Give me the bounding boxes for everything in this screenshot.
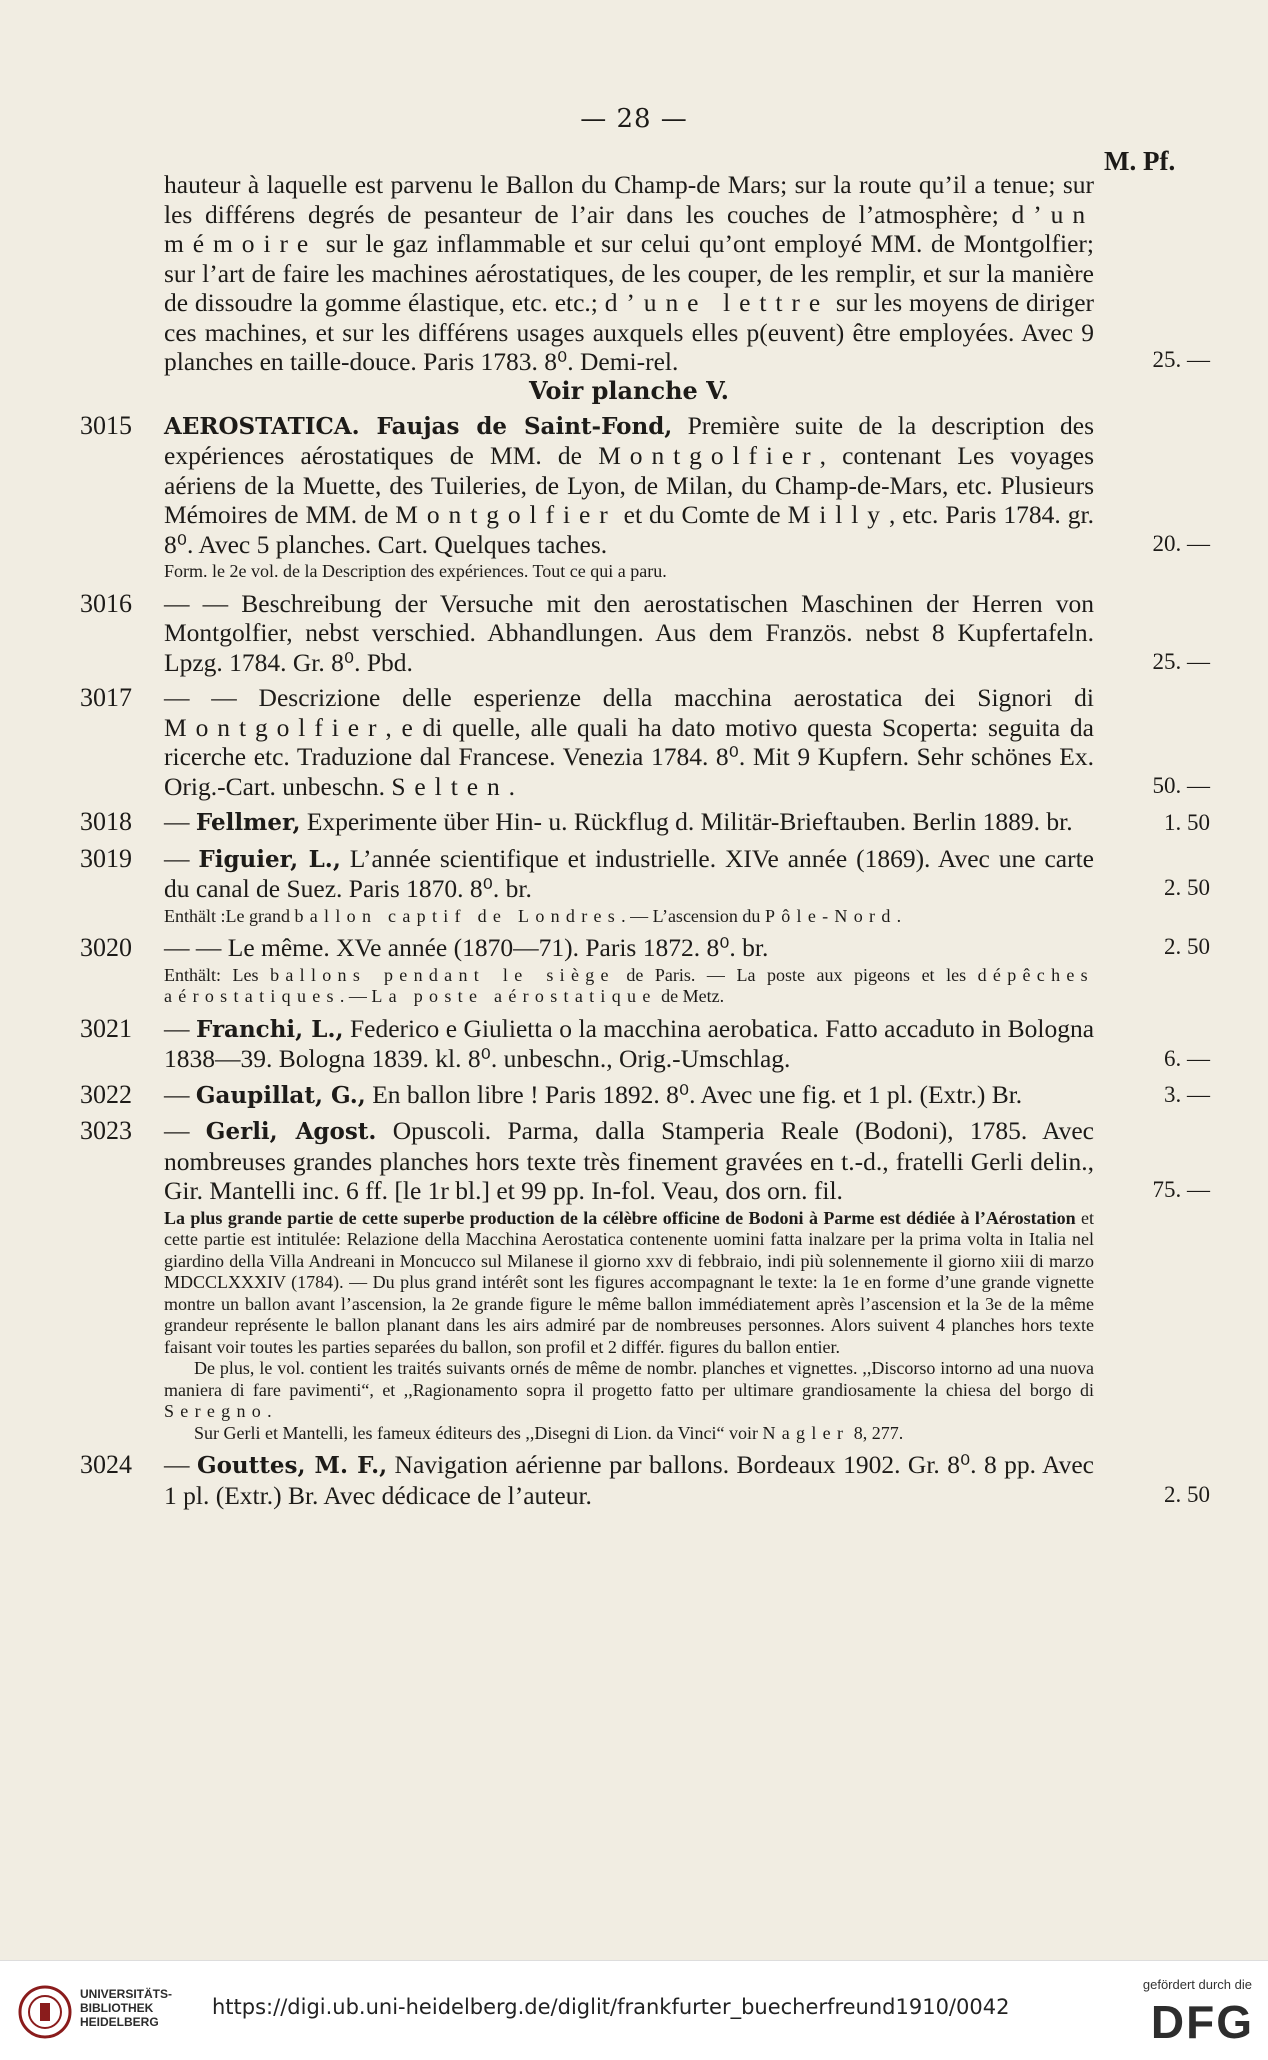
university-seal-icon [18,1985,72,2039]
entry-price: 6. — [1164,1045,1210,1071]
entry-number: 3017 [80,683,132,712]
entry-description: hauteur à laquelle est parvenu le Ballon du Champ-de Mars; sur la route qu’il a tenue; sur les différens degrés de pesanteur de l’air dans les couches de l’atmosphère; d’un mémoire sur le gaz inflammable et sur celui qu’ont employé MM. de Montgolfier; sur l’art de faire les machines aérostatiques, de les couper, de les remplir, et sur la manière de dissoudre la gomme élastique, etc. etc.; d’une lettre sur les moyens de diriger ces machines, et sur les différens usages auxquels elles p(euvent) être employées. Avec 9 planches en taille-douce. Paris 1783. 8⁰. Demi-rel. [164,170,1095,376]
catalog-entry [80,1116,1230,1444]
entry-note [164,561,1094,583]
entry-description: — Franchi, L., Federico e Giulietta o la macchina aerobatica. Fatto accaduto in Bologna 1838—39. Bologna 1839. kl. 8⁰. unbeschn., Orig.-Umschlag. [164,1013,1095,1073]
catalog-entry [80,170,1230,405]
catalog-entry [80,807,1230,838]
entry-description: — Fellmer, Experimente über Hin- u. Rückflug d. Militär-Brieftauben. Berlin 1889. br. [164,807,1073,836]
entry-price: 3. — [1164,1082,1210,1107]
entry-description: — Gouttes, M. F., Navigation aérienne par ballons. Bordeaux 1902. Gr. 8⁰. 8 pp. Avec 1 pl. (Extr.) Br. Avec dédicace de l’auteur. [164,1450,1094,1510]
entry-note [164,965,1094,1008]
entry-price: 25. — [1152,346,1210,372]
entry-price: 2. 50 [1164,1482,1210,1507]
entry-number: 3015 [80,410,132,440]
entry-note [164,906,1094,928]
catalog-entry [80,589,1230,678]
entry-description: — — Le même. XVe année (1870—71). Paris 1872. 8⁰. br. [164,933,769,962]
entry-description: — — Beschreibung der Versuche mit den aerostatischen Maschinen der Herren von Montgolfier, nebst verschied. Abhandlungen. Aus dem Französ. nebst 8 Kupfertafeln. Lpzg. 1784. Gr. 8⁰. Pbd. [164,588,1094,677]
entry-description: — Figuier, L., L’année scientifique et industrielle. XIVe année (1869). Avec une carte du canal de Suez. Paris 1870. 8⁰. br. [164,843,1094,903]
entry-price: 1. 50 [1164,809,1210,835]
library-name [80,1987,172,2029]
entry-note [164,1208,1094,1445]
entry-price: 2. 50 [1164,874,1210,900]
entry-note-paragraph: Enthält :Le grand ballon captif de Londres. — L’ascension du Pôle-Nord. [164,905,902,926]
entry-description: — Gaupillat, G., En ballon libre ! Paris 1892. 8⁰. Avec une fig. et 1 pl. (Extr.) Br. [164,1079,1023,1109]
catalog-entry [80,411,1230,583]
entry-note-paragraph: De plus, le vol. contient les traités suivants ornés de même de nombr. planches et vignettes. ,,Discorso intorno ad una nuova maniera di fare pavimenti“, et ,,Ragionamento sopra il progetto fatto per ultimare grandiosamente la chiesa del borgo di Seregno. [164,1358,1094,1421]
catalog-entry [80,1080,1230,1111]
entry-note-paragraph: La plus grande partie de cette superbe production de la célèbre officine de Bodoni à Parme est dédiée à l’Aérostation et cette partie est intitulée: Relazione della Macchina Aerostatica contenente uomini fatta inalzare per la prima volta in Italia nel giardino della Villa Andreani in Moncucco sul Milanese il giorno xxv di febbraio, indi più solennemente il giorno xiii di marzo MDCCLXXXIV (1784). — Du plus grand intérêt sont les figures accompagnant le texte: la 1e en forme d’une grande vignette montre un ballon avant l’ascension, la 2e grande figure le même ballon immédiatement après l’ascension et la 3e de la même grandeur représente le ballon planant dans les airs admiré par de nombreuses personnes. Alors suivent 4 planches hors texte faisant voir toutes les parties separées du ballon, son profil et 2 différ. figures du ballon entier. [164,1207,1094,1357]
entry-description: AEROSTATICA. Faujas de Saint-Fond, Première suite de la description des expériences aérostatiques de MM. de Montgolfier, contenant Les voyages aériens de la Muette, des Tuileries, de Lyon, de Milan, du Champ-de-Mars, etc. Plusieurs Mémoires de MM. de Montgolfier et du Comte de Milly, etc. Paris 1784. gr. 8⁰. Avec 5 planches. Cart. Quelques taches. [164,410,1095,559]
plate-reference: Voir planche V. [529,375,729,405]
catalog-entry [80,1014,1230,1074]
entry-number: 3024 [80,1450,132,1479]
catalog-entry [80,844,1230,928]
page-number: — 28 — [580,104,688,134]
entry-note-paragraph: Form. le 2e vol. de la Description des expériences. Tout ce qui a paru. [164,561,667,581]
entry-number: 3018 [80,807,132,836]
permalink-url[interactable]: https://digi.ub.uni-heidelberg.de/diglit/frankfurter_buecherfreund1910/0042 [212,1995,1010,2019]
catalog-entry [80,683,1230,801]
entry-note-paragraph: Sur Gerli et Mantelli, les fameux éditeurs des ,,Disegni di Lion. da Vinci“ voir Nagler 8, 277. [194,1422,904,1443]
catalog-entry [80,1450,1230,1510]
entry-number: 3020 [80,933,132,962]
entry-price: 50. — [1152,773,1210,798]
entry-number: 3019 [80,843,132,873]
catalog-entries [80,170,1230,1516]
entry-price: 2. 50 [1164,934,1210,959]
footer-bar [0,1960,1268,2060]
entry-number: 3023 [80,1116,132,1145]
dfg-logo: DFG [1150,1996,1254,2048]
entry-number: 3016 [80,588,132,618]
entry-description: — — Descrizione delle esperienze della macchina aerostatica dei Signori di Montgolfier, e di quelle, alle quali ha dato motivo questa Scoperta: seguita da ricerche etc. Traduzione dal Francese. Venezia 1784. 8⁰. Mit 9 Kupfern. Sehr schönes Ex. Orig.-Cart. unbeschn. Selten. [164,683,1094,801]
entry-price: 75. — [1152,1177,1210,1202]
entry-description: — Gerli, Agost. Opuscoli. Parma, dalla Stamperia Reale (Bodoni), 1785. Avec nombreuses grandes planches hors texte très finement gravées en t.-d., fratelli Gerli delin., Gir. Mantelli inc. 6 ff. [le 1r bl.] et 99 pp. In-fol. Veau, dos orn. fil. [164,1116,1094,1205]
currency-header: M. Pf. [1104,146,1176,176]
entry-note-paragraph: Enthält: Les ballons pendant le siège de Paris. — La poste aux pigeons et les dépêches aérostatiques. — La poste aérostatique de Metz. [164,964,1094,1006]
library-name-line3: HEIDELBERG [80,2015,159,2029]
entry-number: 3022 [80,1079,132,1109]
catalog-entry [80,933,1230,1008]
entry-price: 20. — [1152,530,1210,556]
entry-price: 25. — [1152,649,1210,674]
funding-text: gefördert durch die [1142,1977,1252,1992]
library-name-line2: BIBLIOTHEK [80,2001,154,2015]
entry-number: 3021 [80,1013,132,1043]
library-name-line1: UNIVERSITÄTS- [80,1987,173,2001]
